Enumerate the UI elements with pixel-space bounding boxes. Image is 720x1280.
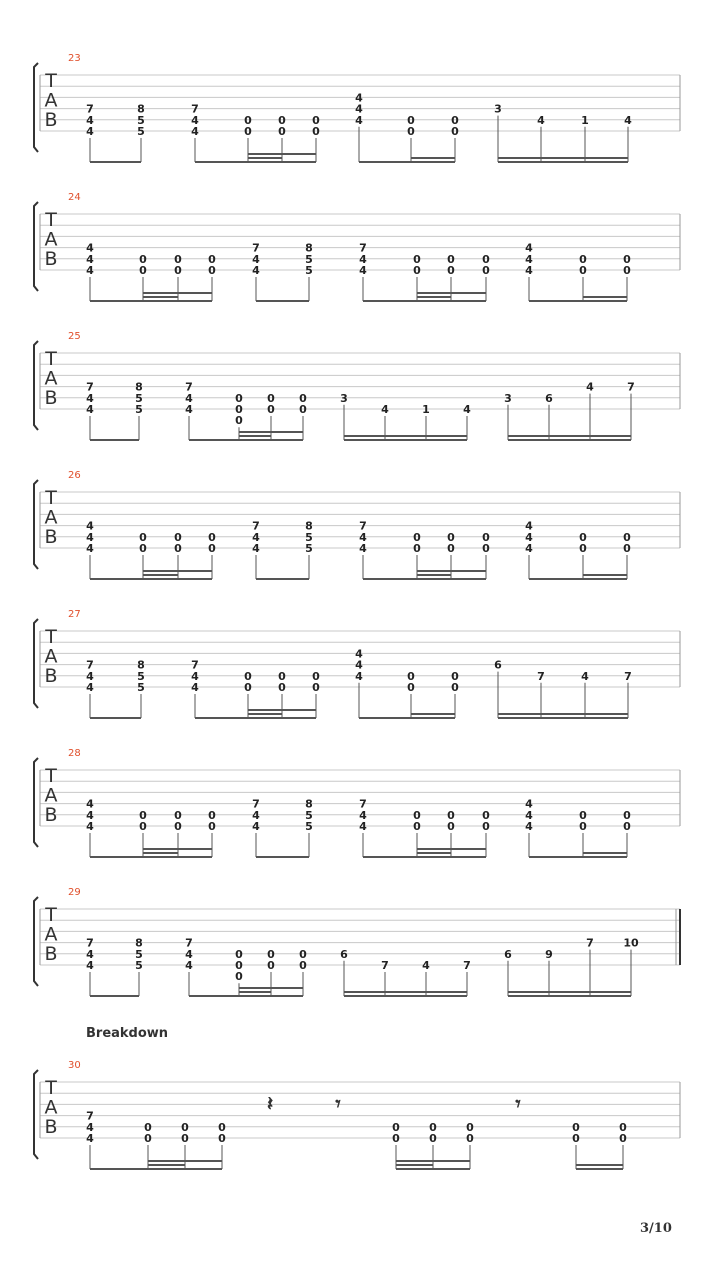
fret-number: 4 — [191, 125, 199, 138]
fret-number: 4 — [252, 820, 260, 833]
fret-number: 0 — [579, 820, 587, 833]
fret-number: 4 — [359, 264, 367, 277]
fret-number: 7 — [252, 241, 260, 255]
fret-number: 0 — [413, 820, 421, 833]
fret-number: 0 — [208, 530, 216, 544]
fret-number: 8 — [137, 102, 145, 116]
fret-number: 7 — [86, 1109, 94, 1123]
fret-number: 0 — [312, 113, 320, 127]
fret-number: 0 — [235, 970, 243, 984]
fret-number: 0 — [174, 820, 182, 833]
fret-number: 0 — [482, 820, 490, 833]
fret-number: 7 — [185, 380, 193, 394]
fret-number: 7 — [86, 658, 94, 672]
fret-number: 0 — [413, 264, 421, 277]
fret-number: 0 — [139, 252, 147, 266]
fret-number: 0 — [407, 113, 415, 127]
fret-number: 0 — [413, 808, 421, 822]
page-number: 3/10 — [640, 1221, 672, 1236]
fret-number: 4 — [525, 530, 533, 544]
measure-number: 25 — [68, 331, 81, 342]
fret-number: 0 — [235, 947, 243, 961]
tab-clef-letter: A — [44, 923, 58, 946]
system-bracket — [34, 341, 38, 430]
fret-number: 0 — [312, 669, 320, 683]
fret-number: 4 — [355, 102, 363, 116]
fret-number: 0 — [451, 113, 459, 127]
fret-number: 0 — [407, 125, 415, 138]
fret-number: 4 — [86, 519, 94, 533]
fret-number: 0 — [482, 530, 490, 544]
fret-number: 8 — [305, 241, 313, 255]
fret-number: 4 — [86, 252, 94, 266]
fret-number: 5 — [305, 264, 313, 277]
fret-number: 7 — [359, 519, 367, 533]
fret-number: 8 — [135, 380, 143, 394]
fret-number: 0 — [235, 414, 243, 428]
tab-clef-letter: T — [45, 765, 57, 787]
fret-number: 4 — [525, 820, 533, 833]
fret-number: 0 — [267, 947, 275, 961]
fret-number: 7 — [86, 102, 94, 116]
fret-number: 0 — [623, 808, 631, 822]
fret-number: 4 — [252, 542, 260, 555]
fret-number: 4 — [586, 380, 594, 394]
fret-number: 4 — [86, 1120, 94, 1134]
fret-number: 4 — [185, 959, 193, 972]
fret-number: 0 — [451, 125, 459, 138]
fret-number: 0 — [208, 252, 216, 266]
fret-number: 4 — [355, 647, 363, 661]
fret-number: 4 — [86, 820, 94, 833]
tab-system — [34, 192, 680, 301]
fret-number: 4 — [525, 542, 533, 555]
fret-number: 0 — [579, 542, 587, 555]
tab-clef-letter: A — [44, 228, 58, 251]
tab-clef-letter: A — [44, 784, 58, 807]
fret-number: 0 — [392, 1120, 400, 1134]
fret-number: 0 — [278, 113, 286, 127]
fret-number: 9 — [545, 947, 553, 961]
fret-number: 4 — [525, 519, 533, 533]
fret-number: 0 — [174, 542, 182, 555]
tab-system — [34, 331, 680, 440]
fret-number: 5 — [305, 808, 313, 822]
fret-number: 4 — [86, 669, 94, 683]
tab-clef-letter: B — [44, 248, 58, 270]
tab-clef-letter: A — [44, 506, 58, 529]
fret-number: 5 — [305, 530, 313, 544]
fret-number: 0 — [429, 1132, 437, 1145]
fret-number: 0 — [447, 808, 455, 822]
fret-number: 4 — [86, 264, 94, 277]
section-label: Breakdown — [86, 1026, 169, 1041]
fret-number: 0 — [619, 1120, 627, 1134]
fret-number: 4 — [252, 530, 260, 544]
fret-number: 0 — [235, 403, 243, 416]
fret-number: 4 — [525, 797, 533, 811]
fret-number: 0 — [447, 264, 455, 277]
tab-clef-letter: B — [44, 665, 58, 687]
tab-clef-letter: A — [44, 367, 58, 390]
fret-number: 7 — [359, 797, 367, 811]
fret-number: 4 — [355, 91, 363, 105]
fret-number: 4 — [185, 947, 193, 961]
fret-number: 0 — [482, 808, 490, 822]
fret-number: 0 — [181, 1120, 189, 1134]
fret-number: 0 — [278, 669, 286, 683]
measure-number: 30 — [68, 1060, 81, 1071]
fret-number: 5 — [135, 403, 143, 416]
tab-clef-letter: T — [45, 626, 57, 648]
fret-number: 7 — [185, 936, 193, 950]
fret-number: 0 — [208, 808, 216, 822]
fret-number: 0 — [429, 1120, 437, 1134]
fret-number: 0 — [139, 820, 147, 833]
fret-number: 4 — [86, 947, 94, 961]
fret-number: 0 — [623, 252, 631, 266]
fret-number: 4 — [537, 113, 545, 127]
fret-number: 4 — [252, 252, 260, 266]
fret-number: 0 — [407, 669, 415, 683]
fret-number: 7 — [359, 241, 367, 255]
fret-number: 0 — [451, 681, 459, 694]
fret-number: 5 — [305, 820, 313, 833]
measure-number: 23 — [68, 53, 81, 64]
system-bracket — [34, 1070, 38, 1159]
fret-number: 6 — [545, 391, 553, 405]
tab-clef-letter: A — [44, 1096, 58, 1119]
fret-number: 0 — [235, 959, 243, 972]
fret-number: 5 — [135, 391, 143, 405]
fret-number: 4 — [86, 681, 94, 694]
fret-number: 4 — [185, 403, 193, 416]
fret-number: 4 — [86, 797, 94, 811]
tab-clef-letter: A — [44, 89, 58, 112]
fret-number: 7 — [627, 380, 635, 394]
fret-number: 0 — [208, 820, 216, 833]
fret-number: 0 — [482, 542, 490, 555]
tab-clef-letter: B — [44, 109, 58, 131]
fret-number: 4 — [86, 959, 94, 972]
fret-number: 0 — [267, 391, 275, 405]
tab-clef-letter: T — [45, 209, 57, 231]
rest-symbol: 𝄾 — [335, 1091, 341, 1116]
fret-number: 7 — [624, 669, 632, 683]
fret-number: 4 — [86, 125, 94, 138]
fret-number: 4 — [525, 264, 533, 277]
fret-number: 4 — [86, 241, 94, 255]
tab-clef-letter: T — [45, 487, 57, 509]
fret-number: 0 — [619, 1132, 627, 1145]
fret-number: 4 — [355, 113, 363, 127]
fret-number: 0 — [278, 125, 286, 138]
fret-number: 0 — [579, 252, 587, 266]
fret-number: 4 — [191, 669, 199, 683]
fret-number: 0 — [139, 530, 147, 544]
fret-number: 0 — [623, 542, 631, 555]
fret-number: 0 — [174, 264, 182, 277]
tab-clef-letter: T — [45, 348, 57, 370]
fret-number: 4 — [359, 820, 367, 833]
fret-number: 4 — [185, 391, 193, 405]
fret-number: 5 — [137, 669, 145, 683]
tab-clef-letter: B — [44, 943, 58, 965]
tab-system — [34, 887, 680, 996]
fret-number: 0 — [267, 959, 275, 972]
fret-number: 0 — [623, 820, 631, 833]
fret-number: 4 — [525, 808, 533, 822]
fret-number: 0 — [413, 542, 421, 555]
fret-number: 5 — [305, 252, 313, 266]
system-bracket — [34, 897, 38, 986]
fret-number: 0 — [312, 681, 320, 694]
fret-number: 4 — [252, 808, 260, 822]
fret-number: 0 — [451, 669, 459, 683]
tab-system — [34, 470, 680, 579]
fret-number: 0 — [413, 530, 421, 544]
tab-clef-letter: B — [44, 387, 58, 409]
fret-number: 0 — [413, 252, 421, 266]
fret-number: 8 — [305, 519, 313, 533]
measure-number: 28 — [68, 748, 81, 759]
fret-number: 0 — [482, 252, 490, 266]
fret-number: 4 — [525, 252, 533, 266]
fret-number: 4 — [624, 113, 632, 127]
fret-number: 4 — [86, 1132, 94, 1145]
fret-number: 7 — [86, 936, 94, 950]
fret-number: 0 — [447, 252, 455, 266]
fret-number: 0 — [218, 1120, 226, 1134]
fret-number: 0 — [267, 403, 275, 416]
fret-number: 4 — [252, 264, 260, 277]
fret-number: 0 — [244, 681, 252, 694]
system-bracket — [34, 480, 38, 569]
fret-number: 3 — [340, 391, 348, 405]
fret-number: 4 — [525, 241, 533, 255]
fret-number: 0 — [139, 808, 147, 822]
fret-number: 8 — [135, 936, 143, 950]
fret-number: 5 — [137, 125, 145, 138]
fret-number: 5 — [135, 947, 143, 961]
fret-number: 7 — [463, 959, 471, 972]
fret-number: 3 — [504, 391, 512, 405]
fret-number: 0 — [572, 1120, 580, 1134]
fret-number: 0 — [392, 1132, 400, 1145]
fret-number: 0 — [623, 530, 631, 544]
tab-system — [34, 748, 680, 857]
fret-number: 0 — [299, 947, 307, 961]
fret-number: 4 — [581, 669, 589, 683]
fret-number: 5 — [135, 959, 143, 972]
fret-number: 4 — [355, 669, 363, 683]
fret-number: 0 — [139, 264, 147, 277]
fret-number: 4 — [463, 403, 471, 416]
fret-number: 0 — [278, 681, 286, 694]
fret-number: 6 — [340, 947, 348, 961]
fret-number: 0 — [579, 530, 587, 544]
fret-number: 7 — [537, 669, 545, 683]
tab-clef-letter: B — [44, 804, 58, 826]
fret-number: 0 — [299, 959, 307, 972]
fret-number: 7 — [252, 797, 260, 811]
fret-number: 8 — [305, 797, 313, 811]
fret-number: 4 — [359, 542, 367, 555]
fret-number: 7 — [86, 380, 94, 394]
fret-number: 4 — [359, 252, 367, 266]
measure-number: 24 — [68, 192, 81, 203]
rest-symbol: 𝄽 — [266, 1091, 274, 1116]
tab-clef-letter: B — [44, 1116, 58, 1138]
fret-number: 7 — [191, 658, 199, 672]
fret-number: 0 — [244, 125, 252, 138]
fret-number: 0 — [218, 1132, 226, 1145]
fret-number: 0 — [174, 808, 182, 822]
fret-number: 0 — [139, 542, 147, 555]
fret-number: 4 — [355, 658, 363, 672]
fret-number: 0 — [407, 681, 415, 694]
fret-number: 4 — [86, 113, 94, 127]
system-bracket — [34, 202, 38, 291]
fret-number: 0 — [174, 252, 182, 266]
fret-number: 0 — [579, 808, 587, 822]
fret-number: 7 — [252, 519, 260, 533]
fret-number: 0 — [144, 1132, 152, 1145]
fret-number: 4 — [422, 959, 430, 972]
fret-number: 5 — [137, 113, 145, 127]
fret-number: 0 — [572, 1132, 580, 1145]
fret-number: 5 — [137, 681, 145, 694]
fret-number: 0 — [244, 113, 252, 127]
fret-number: 4 — [191, 681, 199, 694]
fret-number: 7 — [586, 936, 594, 950]
fret-number: 0 — [299, 403, 307, 416]
measure-number: 29 — [68, 887, 81, 898]
fret-number: 7 — [191, 102, 199, 116]
fret-number: 0 — [447, 820, 455, 833]
system-bracket — [34, 619, 38, 708]
fret-number: 0 — [466, 1120, 474, 1134]
tab-system — [34, 609, 680, 718]
fret-number: 4 — [86, 808, 94, 822]
fret-number: 4 — [359, 530, 367, 544]
fret-number: 0 — [466, 1132, 474, 1145]
fret-number: 5 — [305, 542, 313, 555]
tab-clef-letter: A — [44, 645, 58, 668]
fret-number: 0 — [482, 264, 490, 277]
fret-number: 0 — [579, 264, 587, 277]
fret-number: 4 — [86, 391, 94, 405]
fret-number: 0 — [312, 125, 320, 138]
fret-number: 0 — [244, 669, 252, 683]
fret-number: 6 — [494, 658, 502, 672]
fret-number: 0 — [181, 1132, 189, 1145]
measure-number: 27 — [68, 609, 81, 620]
fret-number: 0 — [447, 542, 455, 555]
fret-number: 8 — [137, 658, 145, 672]
tab-clef-letter: T — [45, 1077, 57, 1099]
fret-number: 4 — [191, 113, 199, 127]
tab-clef-letter: T — [45, 904, 57, 926]
fret-number: 4 — [86, 530, 94, 544]
fret-number: 10 — [623, 936, 639, 950]
fret-number: 0 — [623, 264, 631, 277]
fret-number: 6 — [504, 947, 512, 961]
system-bracket — [34, 63, 38, 152]
rest-symbol: 𝄾 — [515, 1091, 521, 1116]
fret-number: 4 — [86, 403, 94, 416]
measure-number: 26 — [68, 470, 81, 481]
fret-number: 0 — [208, 542, 216, 555]
fret-number: 1 — [581, 113, 589, 127]
fret-number: 4 — [381, 403, 389, 416]
fret-number: 0 — [208, 264, 216, 277]
system-bracket — [34, 758, 38, 847]
tab-system — [34, 1060, 680, 1169]
fret-number: 4 — [359, 808, 367, 822]
fret-number: 4 — [86, 542, 94, 555]
fret-number: 3 — [494, 102, 502, 116]
fret-number: 7 — [381, 959, 389, 972]
tab-system — [34, 53, 680, 162]
fret-number: 1 — [422, 403, 430, 416]
fret-number: 0 — [447, 530, 455, 544]
fret-number: 0 — [299, 391, 307, 405]
tab-clef-letter: B — [44, 526, 58, 548]
fret-number: 0 — [235, 391, 243, 405]
fret-number: 0 — [174, 530, 182, 544]
fret-number: 0 — [144, 1120, 152, 1134]
tab-clef-letter: T — [45, 70, 57, 92]
